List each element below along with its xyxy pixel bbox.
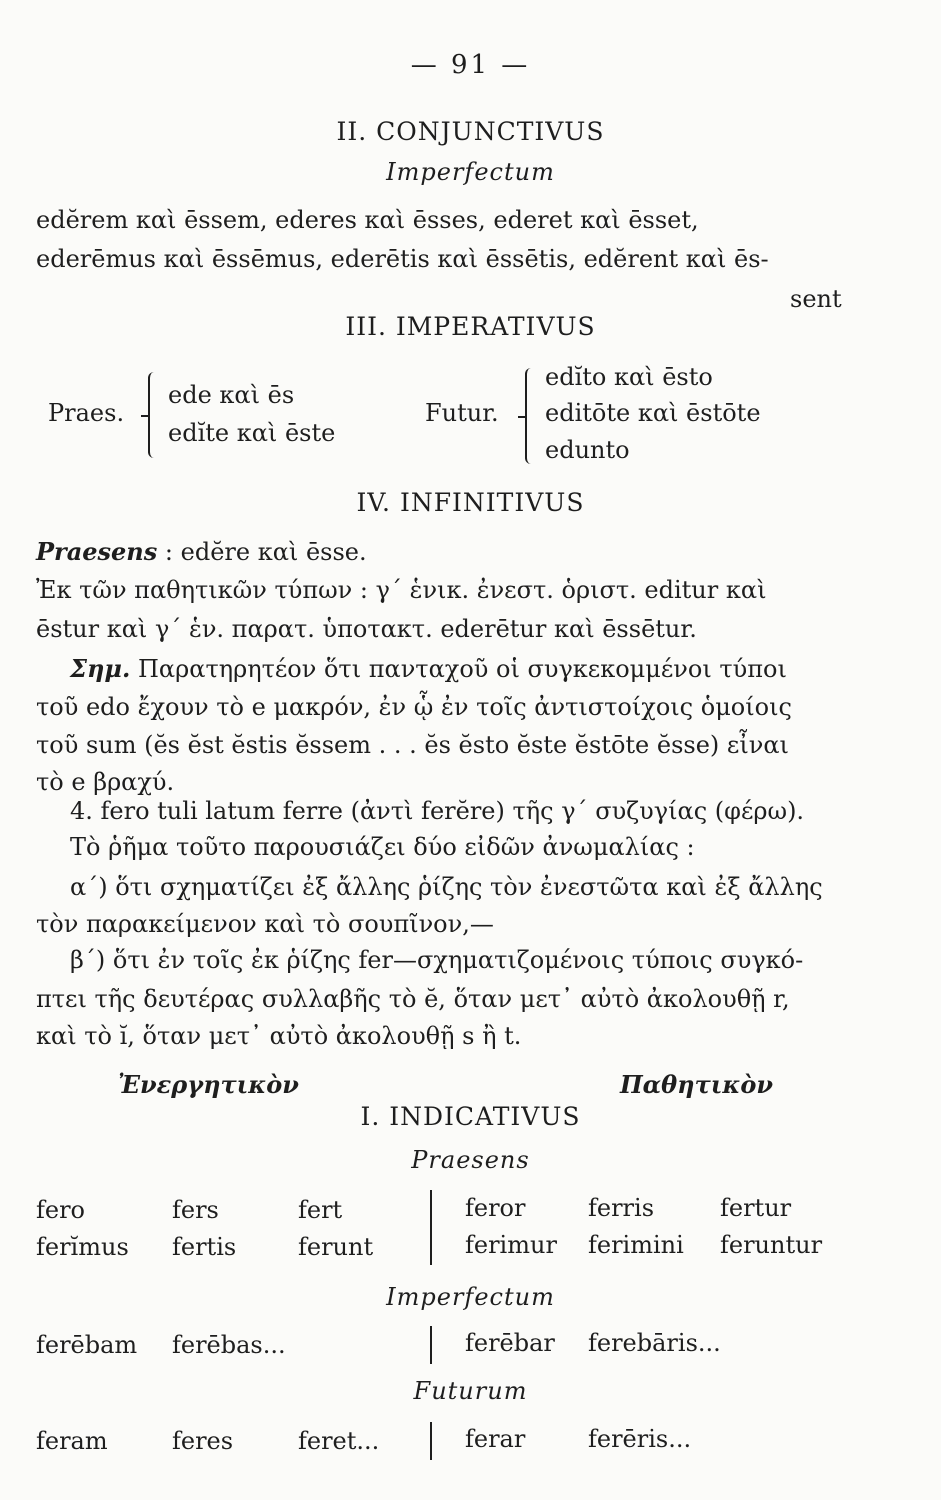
praes-form: edĭte καὶ ēste — [168, 419, 336, 447]
verb-form: fero — [36, 1196, 86, 1224]
verb-form: feruntur — [720, 1231, 823, 1259]
verb-form: ferēris... — [588, 1425, 692, 1453]
section-heading-indicativus: I. INDICATIVUS — [360, 1102, 581, 1131]
verb-form: ferēbam — [36, 1331, 138, 1359]
subheading-praesens: Praesens — [411, 1146, 530, 1174]
verb-form: feres — [172, 1427, 234, 1455]
praes-form: ede καὶ ēs — [168, 381, 295, 409]
text-line: Τὸ ῥῆμα τοῦτο παρουσιάζει δύο εἰδῶν ἀνωμαλίας : — [70, 833, 695, 861]
section-heading-imperativus: III. IMPERATIVUS — [345, 312, 596, 341]
verb-form: ferar — [465, 1425, 526, 1453]
column-divider — [430, 1190, 432, 1265]
section-heading-infinitivus: IV. INFINITIVUS — [356, 488, 585, 517]
text-line: 4. fero tuli latum ferre (ἀντὶ ferĕre) τῆς γ´ συζυγίας (φέρω). — [70, 797, 805, 825]
subheading-futurum: Futurum — [413, 1377, 528, 1405]
verb-form: ferimini — [588, 1231, 684, 1259]
verb-form: feram — [36, 1427, 108, 1455]
verb-form: ferĭmus — [36, 1233, 129, 1261]
text-line: πτει τῆς δευτέρας συλλαβῆς τὸ ĕ, ὅταν μετ᾽ αὐτὸ ἀκολουθῇ r, — [36, 985, 790, 1013]
futur-form: edĭto καὶ ēsto — [545, 363, 713, 391]
column-divider — [430, 1326, 432, 1364]
passive-label: Παθητικὸν — [620, 1070, 774, 1099]
text-line: τὸν παρακείμενον καὶ τὸ σουπῖνον,— — [36, 910, 494, 938]
verb-form: feror — [465, 1194, 526, 1222]
verb-form: fertis — [172, 1233, 237, 1261]
praesens-label: Praesens — [36, 537, 158, 566]
verb-form: ferebāris... — [588, 1329, 721, 1357]
text-line: ēstur καὶ γ´ ἑν. παρατ. ὑποτακτ. ederētur καὶ ēssētur. — [36, 615, 697, 643]
futur-form: edunto — [545, 436, 630, 464]
page-number: — 91 — — [410, 50, 531, 80]
note-text: Παρατηρητέον ὅτι πανταχοῦ οἱ συγκεκομμένοι τύποι — [137, 655, 787, 683]
futur-form: editōte καὶ ēstōte — [545, 399, 761, 427]
subheading-imperfectum: Imperfectum — [386, 158, 555, 186]
note-first-line — [70, 654, 787, 684]
futur-label: Futur. — [425, 399, 499, 427]
verb-form: feret... — [298, 1427, 380, 1455]
verb-form: ferēbas... — [172, 1331, 286, 1359]
verb-form: ferunt — [298, 1233, 374, 1261]
text-line: τοῦ edo ἔχουν τὸ e μακρόν, ἐν ᾧ ἐν τοῖς ἀντιστοίχοις ὁμοίοις — [36, 693, 792, 721]
subheading-imperfectum: Imperfectum — [386, 1283, 555, 1311]
brace-futur — [525, 368, 535, 464]
text-line: καὶ τὸ ĭ, ὅταν μετ᾽ αὐτὸ ἀκολουθῇ s ἢ t. — [36, 1022, 522, 1050]
text-line: Ἐκ τῶν παθητικῶν τύπων : γ´ ἑνικ. ἐνεστ. ὁριστ. editur καὶ — [36, 576, 767, 604]
brace-praes — [148, 372, 158, 458]
note-label: Σημ. — [70, 654, 131, 683]
verb-form: ferēbar — [465, 1329, 555, 1357]
text-line: τοῦ sum (ĕs ĕst ĕstis ĕssem . . . ĕs ĕsto ĕste ĕstōte ĕsse) εἶναι — [36, 731, 789, 759]
verb-form: fert — [298, 1196, 343, 1224]
text-line: β´) ὅτι ἐν τοῖς ἐκ ῥίζης fer—σχηματιζομένοις τύποις συγκό- — [70, 946, 804, 974]
praesens-line — [36, 537, 367, 567]
text-line: ederēmus καὶ ēssēmus, ederētis καὶ ēssētis, edĕrent καὶ ēs- — [36, 245, 769, 273]
column-divider — [430, 1422, 432, 1460]
active-label: Ἐνεργητικὸν — [118, 1070, 299, 1099]
text-line: τὸ e βραχύ. — [36, 768, 175, 796]
text-line: edĕrem καὶ ēssem, ederes καὶ ēsses, ederet καὶ ēsset, — [36, 206, 699, 234]
section-heading-conjunctivus: II. CONJUNCTIVUS — [336, 117, 605, 146]
verb-form: ferimur — [465, 1231, 557, 1259]
text-line: sent — [790, 285, 842, 313]
praesens-text: : edĕre καὶ ēsse. — [164, 538, 367, 566]
verb-form: fers — [172, 1196, 219, 1224]
text-line: α´) ὅτι σχηματίζει ἐξ ἄλλης ῥίζης τὸν ἐνεστῶτα καὶ ἐξ ἄλλης — [70, 873, 823, 901]
verb-form: ferris — [588, 1194, 655, 1222]
verb-form: fertur — [720, 1194, 792, 1222]
praes-label: Praes. — [48, 399, 125, 427]
